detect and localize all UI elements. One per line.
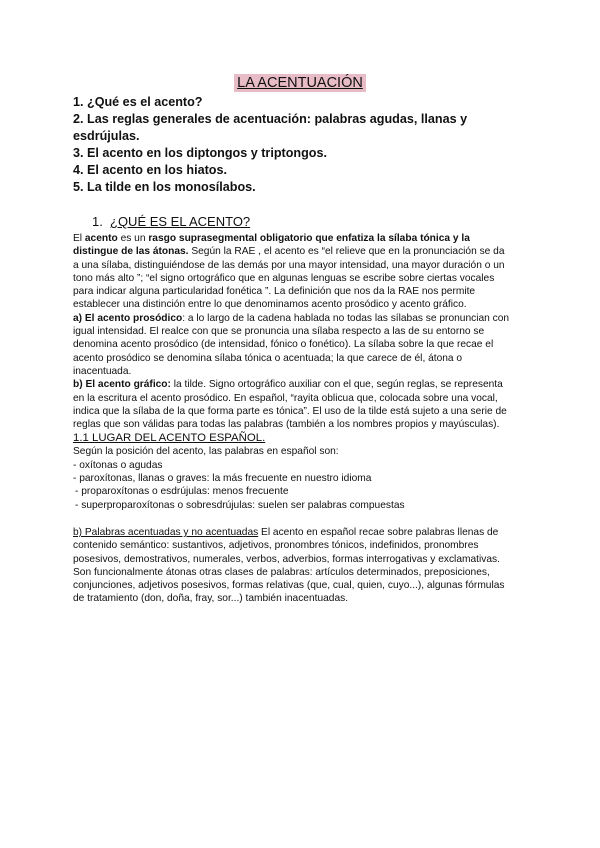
list-item: - paroxítonas, llanas o graves: la más frecuente en nuestro idioma (73, 473, 372, 485)
section-number: 1. (92, 214, 103, 229)
toc-item: 5. La tilde en los monosílabos. (73, 180, 256, 194)
list-item: - superproparoxítonas o sobresdrújulas: suelen ser palabras compuestas (75, 499, 405, 511)
text-run: es un (117, 233, 149, 244)
toc-item: 3. El acento en los diptongos y triptongos. (73, 146, 327, 160)
grafico-paragraph (73, 378, 511, 431)
text-run: Según la RAE , el acento es “el relieve que en la pronunciación se da a una sílaba, distinguiéndose de las demás por una mayor intensidad, una mayor duración o un tono más alto ”; “el signo ortográfico que en algunas lenguas se escribe sobre ciertas vocales para indicar alguna particularidad fonética ”. La definición que nos da la RAE nos permite establecer una distinción entre lo que denominamos acento prosódico y acento gráfico. (73, 246, 505, 311)
section-body (73, 232, 511, 606)
document-title: LA ACENTUACIÓN (234, 74, 366, 92)
prosodico-paragraph (73, 312, 511, 378)
list-item: - oxítonas o agudas (73, 459, 163, 471)
toc-item: 2. Las reglas generales de acentuación: palabras agudas, llanas y esdrújulas. (73, 112, 468, 143)
section-title: ¿QUÉ ES EL ACENTO? (110, 214, 251, 229)
grafico-text: la tilde. Signo ortográfico auxiliar con el que, según reglas, se representa en la escritura el acento prosódico. En español, “rayita oblicua que, colocada sobre una vocal, indica que la sílaba de la que forma parte es tónica”. El uso de la tilde está sujeto a una serie de reglas que son válidas para todas las palabras (también a los nombres propios y mayúsculas). (73, 379, 507, 431)
table-of-contents (73, 94, 513, 196)
prosodico-label: a) El acento prosódico (73, 312, 183, 324)
toc-item: 4. El acento en los hiatos. (73, 163, 227, 177)
text-run: El (73, 233, 85, 244)
acentuadas-text: El acento en español recae sobre palabras llenas de contenido semántico: sustantivos, adjetivos, pronombres tónicos, indefinidos, pronombres posesivos, demostrativos, numerales, verbos, adverbios, formas interrogativas y exclamativas. Son funcionalmente átonas otras clases de palabras: artículos determinados, preposiciones, conjunciones, adjetivos posesivos, formas relativas (que, cual, quien, cuyo...), algunas fórmulas de tratamiento (don, doña, fray, sor...) también inacentuadas. (73, 526, 505, 605)
bold-definition: rasgo suprasegmental obligatorio que enfatiza la sílaba tónica y la distingue de las átonas. (73, 233, 470, 258)
list-item: - proparoxítonas o esdrújulas: menos frecuente (75, 486, 289, 498)
acentuadas-label: b) Palabras acentuadas y no acentuadas (73, 526, 259, 538)
subsection-heading: 1.1 LUGAR DEL ACENTO ESPAÑOL. (73, 432, 266, 445)
spacer (73, 512, 511, 526)
intro-paragraph (73, 232, 511, 312)
lugar-intro: Según la posición del acento, las palabras en español son: (73, 446, 339, 458)
section-heading (92, 214, 250, 230)
grafico-label: b) El acento gráfico: (73, 379, 171, 391)
bold-term: acento (84, 233, 118, 244)
title-wrap (0, 74, 600, 92)
prosodico-text: : a lo largo de la cadena hablada no todas las sílabas se pronuncian con igual intensidad. El realce con que se pronuncia una sílaba respecto a las de su entorno se denomina acento prosódico (de intensidad, fónico o fonético). La sílaba sobre la que recae el acento prosódico se denomina sílaba tónica o acentuada; la que carece de él, átona o inacentuada. (73, 312, 510, 377)
toc-item: 1. ¿Qué es el acento? (73, 95, 203, 109)
acentuadas-paragraph (73, 526, 511, 606)
